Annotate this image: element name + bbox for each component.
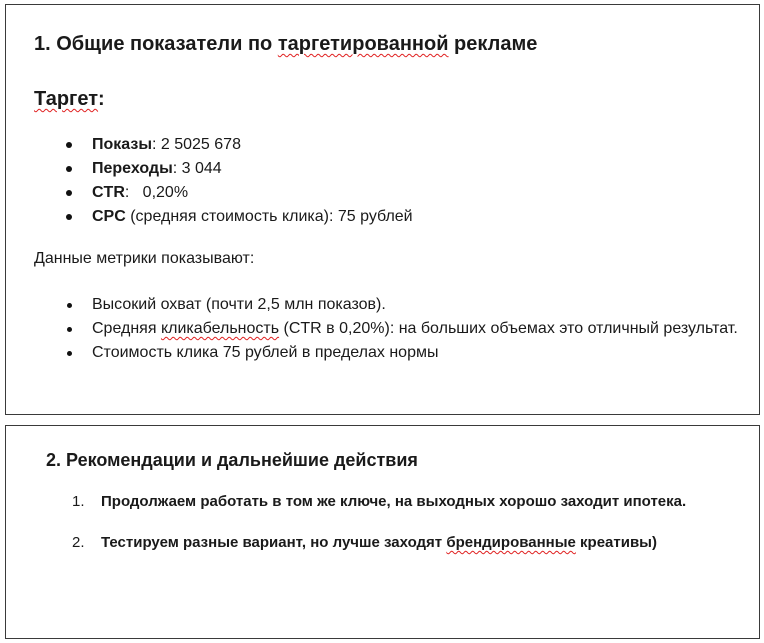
bullet-text-end: (CTR в 0,20%): на больших объемах это отличный результат. (279, 320, 738, 337)
list-item (46, 490, 706, 513)
metric-value: (средняя стоимость клика): 75 рублей (125, 208, 413, 225)
bullet-text: Высокий охват (почти 2,5 млн показов). (92, 296, 386, 313)
list-item (46, 531, 706, 554)
metric-value: : 0,20% (124, 184, 189, 201)
title-text-end: рекламе (448, 33, 538, 55)
item-text: Продолжаем работать в том же ключе, на выходных хорошо заходит ипотека. (101, 493, 687, 510)
metric-value: : 3 044 (172, 160, 222, 177)
item-text: Тестируем разные вариант, но лучше заходят (101, 534, 447, 551)
insights-list (34, 293, 744, 365)
recommendations-panel (5, 425, 760, 639)
metric-label: CTR (92, 184, 125, 201)
item-number: 2. (72, 534, 85, 551)
list-item (34, 205, 734, 229)
metric-label: Переходы (92, 160, 173, 177)
subtitle-colon: : (98, 88, 105, 110)
section-title (34, 33, 537, 56)
bullet-text: Стоимость клика 75 рублей в пределах нормы (92, 344, 439, 361)
metric-label: CPC (92, 208, 126, 225)
title-text: 1. Общие показатели по (34, 33, 278, 55)
metric-label: Показы (92, 136, 152, 153)
list-item (34, 317, 744, 341)
intro-text: Данные метрики показывают: (34, 250, 255, 267)
subsection-title (34, 88, 105, 111)
item-number: 1. (72, 493, 85, 510)
list-item (34, 181, 734, 205)
section-title: 2. Рекомендации и дальнейшие действия (46, 450, 418, 470)
list-item (34, 133, 734, 157)
item-text-end: креативы) (575, 534, 657, 551)
spellcheck-word: Таргет (34, 88, 99, 110)
metric-value: : 2 5025 678 (152, 136, 241, 153)
spellcheck-word: брендированные (446, 534, 576, 551)
spellcheck-word: кликабельность (160, 320, 280, 337)
list-item (34, 341, 744, 365)
list-item (34, 293, 744, 317)
spellcheck-word: таргетированной (277, 33, 449, 55)
bullet-text: Средняя (92, 320, 161, 337)
summary-panel (5, 4, 760, 415)
metrics-list (34, 133, 734, 229)
list-item (34, 157, 734, 181)
recommendations-list (46, 490, 706, 572)
